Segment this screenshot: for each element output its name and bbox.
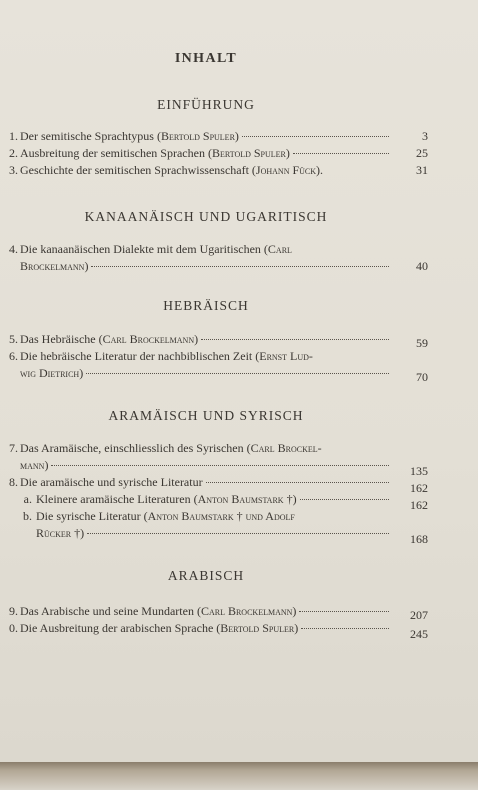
entry-title-line1: Die syrische Literatur (Anton Baumstark † und Adolf — [36, 509, 295, 523]
page-number: 135 — [410, 464, 428, 478]
entry-number: 3. — [9, 163, 18, 177]
entry-number: 0. — [9, 621, 18, 635]
entry-title: Geschichte der semitischen Sprachwissenschaft (Johann Fück). — [20, 163, 324, 177]
entry-author: Carl Brockelmann — [102, 332, 195, 346]
entry-number: 8. — [9, 475, 18, 489]
leader-dots — [51, 465, 389, 466]
entry-author: Ernst Lud- — [259, 349, 313, 363]
entry-title: Der semitische Sprachtypus (Bertold Spuler) — [20, 129, 239, 143]
entry-title-line2: Rücker †) — [36, 526, 85, 540]
entry-author: Anton Baumstark † — [197, 492, 293, 506]
entry-title-line1: Das Aramäische, einschliesslich des Syrischen (Carl Brockel- — [20, 441, 322, 455]
page-number: 3 — [422, 129, 428, 143]
leader-dots — [301, 628, 389, 629]
entry-title-line2: wig Dietrich) — [20, 366, 84, 380]
page-number: 31 — [416, 163, 428, 177]
entry-title-line1: Die kanaanäischen Dialekte mit dem Ugaritischen (Carl — [20, 242, 292, 256]
leader-dots — [293, 153, 389, 154]
entry-author: Bertold Spuler — [211, 146, 286, 160]
page-number: 40 — [416, 259, 428, 273]
entry-title-line2: Brockelmann) — [20, 259, 89, 273]
entry-title: Das Arabische und seine Mundarten (Carl Brockelmann) — [20, 604, 297, 618]
page-number: 25 — [416, 146, 428, 160]
surface-below-page — [0, 762, 478, 790]
section-heading-einfuehrung: EINFÜHRUNG — [157, 97, 255, 112]
page-number: 168 — [410, 532, 428, 546]
section-heading-aramaeisch: ARAMÄISCH UND SYRISCH — [108, 408, 304, 423]
entry-number: 5. — [9, 332, 18, 346]
entry-author: Bertold Spuler — [220, 621, 295, 635]
page-number: 245 — [410, 627, 428, 641]
section-heading-arabisch: ARABISCH — [167, 568, 245, 583]
entry-author: Anton Baumstark † und Adolf — [147, 509, 295, 523]
entry-number: 2. — [9, 146, 18, 160]
leader-dots — [201, 339, 389, 340]
page-number: 59 — [416, 336, 428, 350]
entry-author: Carl Brockelmann — [200, 604, 293, 618]
entry-author: Carl Brockel- — [250, 441, 322, 455]
page-number: 162 — [410, 481, 428, 495]
page-number: 207 — [410, 608, 428, 622]
page-number: 70 — [416, 370, 428, 384]
leader-dots — [299, 611, 389, 612]
entry-subnumber: a. — [23, 492, 32, 506]
entry-subnumber: b. — [23, 509, 32, 523]
entry-title-line2: mann) — [20, 458, 49, 472]
entry-author: Carl — [267, 242, 292, 256]
entry-number: 1. — [9, 129, 18, 143]
page-title: INHALT — [174, 51, 238, 66]
entry-title: Das Hebräische (Carl Brockelmann) — [20, 332, 199, 346]
section-heading-kanaanaeisch: KANAANÄISCH UND UGARITISCH — [84, 209, 328, 224]
leader-dots — [86, 373, 389, 374]
entry-title: Kleinere aramäische Literaturen (Anton Baumstark †) — [36, 492, 297, 506]
entry-author: Johann Fück — [255, 163, 317, 177]
section-heading-hebraeisch: HEBRÄISCH — [163, 298, 249, 313]
leader-dots — [206, 482, 389, 483]
leader-dots — [87, 533, 389, 534]
entry-number: 6. — [9, 349, 18, 363]
entry-number: 7. — [9, 441, 18, 455]
entry-title: Die aramäische und syrische Literatur — [20, 475, 203, 489]
entry-author: Bertold Spuler — [160, 129, 235, 143]
leader-dots — [300, 499, 389, 500]
page-number: 162 — [410, 498, 428, 512]
entry-number: 9. — [9, 604, 18, 618]
entry-number: 4. — [9, 242, 18, 256]
leader-dots — [242, 136, 389, 137]
leader-dots — [91, 266, 389, 267]
entry-title-line1: Die hebräische Literatur der nachbiblischen Zeit (Ernst Lud- — [20, 349, 313, 363]
entry-title: Die Ausbreitung der arabischen Sprache (Bertold Spuler) — [20, 621, 299, 635]
entry-title: Ausbreitung der semitischen Sprachen (Bertold Spuler) — [20, 146, 290, 160]
